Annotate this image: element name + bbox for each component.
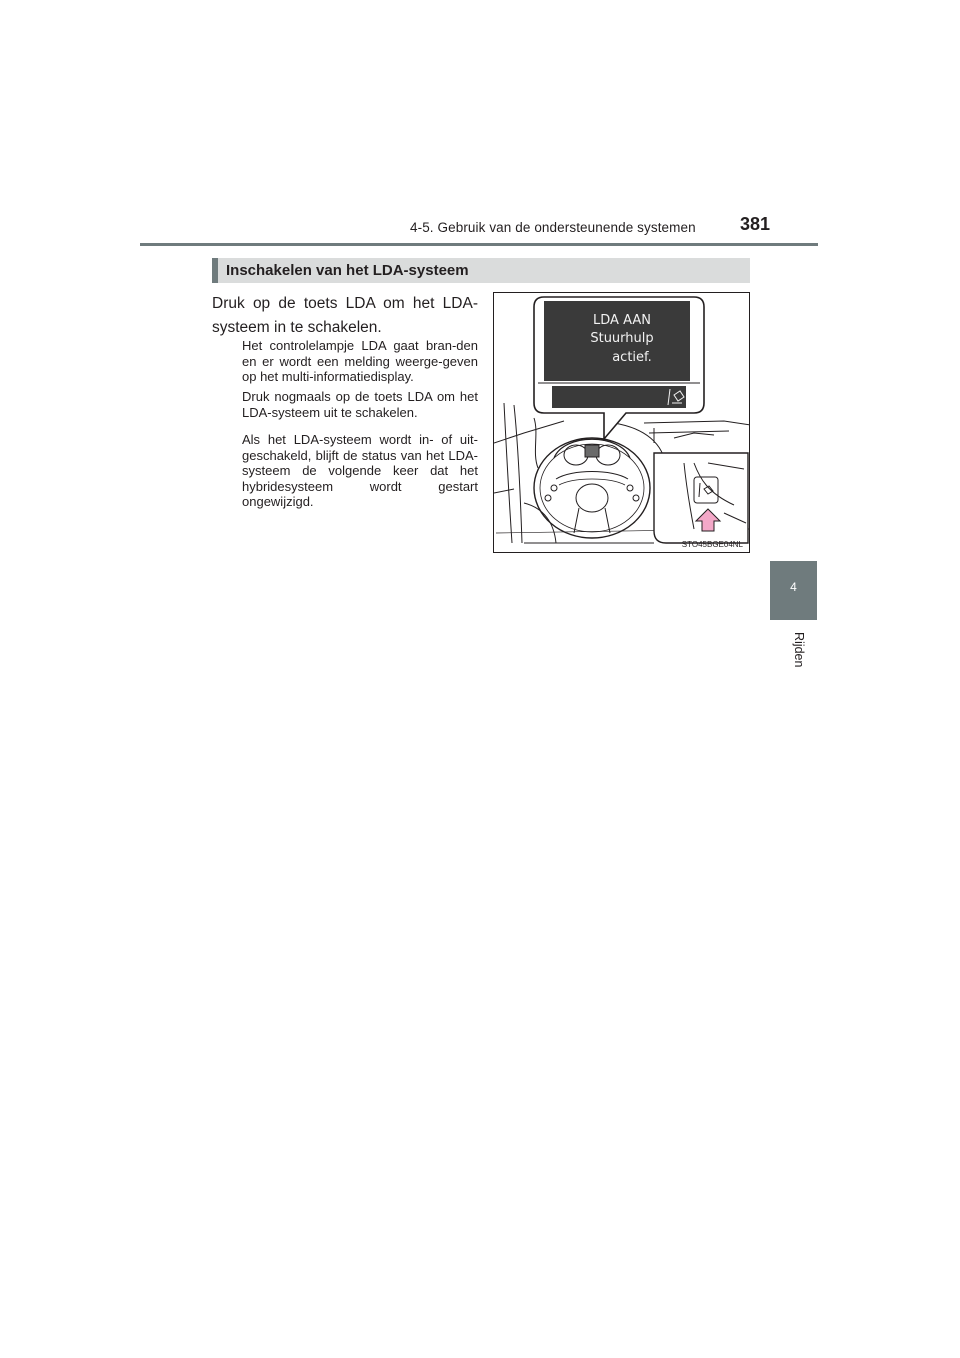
chapter-label-container xyxy=(782,632,806,692)
running-header: 4-5. Gebruik van de ondersteunende systemen xyxy=(410,220,696,235)
display-line-2: Stuurhulp xyxy=(590,331,654,346)
section-heading-bar xyxy=(212,258,750,283)
display-status-bar xyxy=(552,386,686,408)
note-indicator: Het controlelampje LDA gaat bran-den en er wordt een melding weerge-geven op het multi-informatiedisplay. xyxy=(242,338,478,384)
page-number: 381 xyxy=(740,214,771,234)
note-deactivate: Druk nogmaals op de toets LDA om het LDA-systeem uit te schakelen. xyxy=(242,389,478,420)
chapter-label: Rijden xyxy=(792,632,806,668)
display-line-3: actief. xyxy=(612,350,652,365)
instruction-text: Druk op de toets LDA om het LDA-systeem in te schakelen. xyxy=(212,295,478,336)
figure-code: STO45BGE04NL xyxy=(681,540,743,549)
display-line-1: LDA AAN xyxy=(593,313,651,328)
dashboard-illustration xyxy=(493,292,750,553)
section-heading: Inschakelen van het LDA-systeem xyxy=(226,262,469,279)
chapter-tab xyxy=(770,561,817,620)
note-status-retained: Als het LDA-systeem wordt in- of uit-geschakeld, blijft de status van het LDA-systeem de volgende keer dat het hybridesysteem wordt gestart ongewijzigd. xyxy=(242,432,478,509)
chapter-number: 4 xyxy=(790,580,797,594)
section-heading-accent xyxy=(212,258,218,283)
header-divider xyxy=(140,243,818,246)
